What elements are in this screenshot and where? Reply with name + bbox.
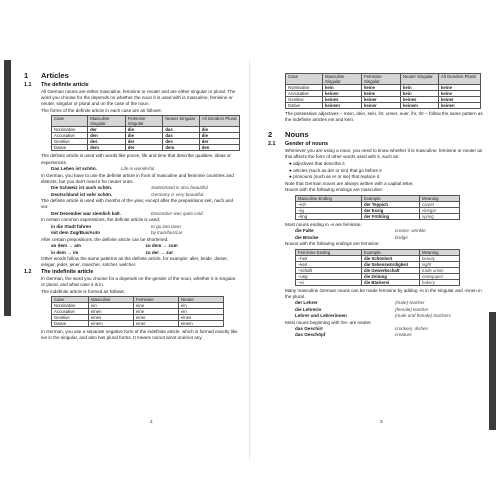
- table-cell: eine: [134, 309, 179, 315]
- table-cell: der: [125, 139, 163, 145]
- table-cell: einer: [134, 315, 179, 321]
- example-german: Deutschland ist sehr schön.: [51, 191, 113, 197]
- masculine-endings-table: [295, 195, 460, 220]
- page-number: 3: [380, 419, 383, 424]
- section-body: [268, 148, 484, 338]
- table-cell: keiner: [362, 96, 401, 102]
- table-cell: Accusative: [52, 309, 89, 315]
- table-cell: die: [125, 127, 163, 133]
- bullet-item: ● pronouns (such as er or sie) that replace it.: [289, 174, 381, 180]
- table-cell: Nominative: [286, 84, 323, 90]
- table-cell: des: [88, 139, 126, 145]
- table-header: Neuter Singular: [163, 116, 199, 127]
- table-cell: der Essig: [362, 207, 420, 213]
- indefinite-article-table: [51, 296, 224, 327]
- table-header: Feminine Singular: [362, 73, 401, 84]
- table-cell: –heit: [296, 255, 362, 261]
- table-cell: Accusative: [52, 133, 88, 139]
- example-german: das Geschöpf: [295, 332, 326, 338]
- table-cell: dem: [88, 145, 126, 151]
- table-cell: keine: [362, 90, 401, 96]
- example-german: der Lehrer: [295, 300, 318, 306]
- table-header: Example: [362, 249, 420, 255]
- page-number: 2: [150, 419, 153, 424]
- table-cell: ein: [89, 303, 134, 309]
- paragraph: In German, you use a separate negative form of the indefinite article, which is formed exactly like ein in the singular, and also has plural forms. It means no/not a/not one/not any.: [41, 329, 238, 341]
- table-cell: –ei: [296, 279, 362, 285]
- example-german: Der Dezember war ziemlich kalt.: [51, 210, 121, 216]
- bullet-text: adjectives that describe it: [293, 160, 345, 166]
- section-title: Gender of nouns: [285, 141, 329, 148]
- example-german: mit dem Zug/Bus/Auto: [51, 230, 100, 236]
- section-number: 1.1: [24, 82, 32, 88]
- example-german: Lehrer und Lehrerinnen: [295, 312, 347, 318]
- contraction: zu der → zur: [145, 249, 174, 255]
- table-header-row: [286, 73, 481, 84]
- table-cell: die Zeitung: [362, 273, 420, 279]
- example-german: das Geschirr: [295, 326, 324, 332]
- table-cell: eines: [89, 315, 134, 321]
- paragraph: The definite article is used with months of the year, except after the prepositions seit, nach and vor.: [41, 198, 234, 210]
- table-cell: der: [199, 139, 239, 145]
- example-german: die Falte: [295, 228, 314, 234]
- example: [295, 332, 484, 338]
- example-english: by train/bus/car: [151, 230, 183, 236]
- table-cell: keinem: [323, 102, 362, 108]
- table-cell: trade union: [420, 267, 460, 273]
- table-header: Masculine Ending: [296, 195, 362, 201]
- example: [295, 300, 484, 306]
- table-cell: Dative: [52, 321, 89, 327]
- paragraph: The forms of the definite article in each case are as follows:: [41, 107, 162, 113]
- paragraph: Nouns with the following endings are feminine:: [285, 241, 380, 247]
- example: [295, 235, 484, 241]
- example-english: Life is wonderful.: [121, 166, 156, 172]
- bullet-item: ● adjectives that describe it: [289, 160, 345, 166]
- table-cell: keine: [439, 84, 481, 90]
- table-cell: Accusative: [286, 90, 323, 96]
- contraction-row: [51, 250, 240, 256]
- feminine-endings-table: [295, 249, 460, 286]
- table-header: Example: [362, 195, 420, 201]
- table-cell: keinen: [323, 90, 362, 96]
- example-english: to go into town: [151, 223, 181, 229]
- contraction: an dem → am: [51, 243, 81, 249]
- table-header: Meaning: [420, 249, 460, 255]
- table-cell: die Sehenswürdigkeit: [362, 261, 420, 267]
- table-cell: carpet: [420, 201, 460, 207]
- example-german: Das Leben ist schön.: [51, 166, 97, 172]
- table-cell: den: [88, 133, 126, 139]
- paragraph: In certain common expressions, the definite article is used;: [41, 217, 161, 223]
- table-cell: –ling: [296, 213, 362, 219]
- contraction-row: [51, 243, 240, 249]
- example: [51, 185, 240, 191]
- table-cell: den: [199, 145, 239, 151]
- table-row: [296, 213, 460, 219]
- table-cell: einen: [89, 309, 134, 315]
- chapter-title: Articles: [41, 71, 69, 80]
- paragraph: Most nouns beginning with Ge- are neuter.: [285, 319, 372, 325]
- table-cell: Dative: [52, 145, 88, 151]
- table-header: Feminine Singular: [125, 116, 163, 127]
- table-header: Case: [52, 116, 88, 127]
- table-cell: der Frühling: [362, 213, 420, 219]
- section-title: The indefinite article: [41, 268, 94, 275]
- table-cell: spring: [420, 213, 460, 219]
- table-cell: einem: [179, 321, 224, 327]
- table-cell: newspaper: [420, 273, 460, 279]
- table-header-row: [52, 116, 240, 127]
- table-cell: Dative: [286, 102, 323, 108]
- paragraph: The possessive adjectives – mein, dein, sein, ihr, unser, euer, ihr, Ihr – follow the same pattern as the indefinite articles ein and kein.: [285, 110, 483, 122]
- table-cell: keine: [439, 90, 481, 96]
- table-header: Neuter: [179, 297, 224, 303]
- chapter-heading: [24, 71, 240, 80]
- example: [295, 307, 484, 313]
- table-cell: der Teppich: [362, 201, 420, 207]
- table-cell: keines: [323, 96, 362, 102]
- section-heading: [24, 82, 240, 89]
- table-cell: die: [199, 127, 239, 133]
- example-english: Switzerland is also beautiful.: [151, 185, 209, 191]
- table-header: All Genders Plural: [439, 73, 481, 84]
- example-german: in die Stadt fahren: [51, 223, 92, 229]
- paragraph: Nouns with the following endings are masculine:: [285, 187, 384, 193]
- example-english: creature: [395, 332, 412, 338]
- section-number: 2.1: [268, 141, 276, 148]
- example: [295, 313, 484, 319]
- table-cell: –ich: [296, 201, 362, 207]
- example-english: Germany is very beautiful.: [151, 191, 205, 197]
- paragraph: Note that German nouns are always written with a capital letter.: [285, 180, 414, 186]
- example-english: (male) teacher: [395, 300, 425, 306]
- table-cell: –ung: [296, 273, 362, 279]
- example: [51, 166, 240, 172]
- table-cell: keines: [401, 96, 439, 102]
- table-row: [52, 321, 224, 327]
- table-cell: dem: [163, 145, 199, 151]
- table-cell: ein: [179, 303, 224, 309]
- table-cell: kein: [323, 84, 362, 90]
- table-cell: kein: [401, 84, 439, 90]
- table-cell: vinegar: [420, 207, 460, 213]
- table-cell: kein: [401, 90, 439, 96]
- table-cell: einer: [134, 321, 179, 327]
- table-cell: Nominative: [52, 303, 89, 309]
- table-cell: keiner: [362, 102, 401, 108]
- definite-article-table: [51, 115, 240, 151]
- example-english: crease, wrinkle: [395, 228, 426, 234]
- section-body: [24, 89, 240, 268]
- paragraph: Many masculine German nouns can be made feminine by adding -in in the singular and -innen in the plural.: [285, 287, 482, 299]
- table-cell: –keit: [296, 261, 362, 267]
- chapter-number: 1: [24, 71, 29, 80]
- section-title: The definite article: [41, 82, 89, 88]
- chapter-thumb-tab-right: [489, 312, 496, 430]
- example-english: crockery, dishes: [395, 326, 428, 332]
- example-english: December was quite cold.: [151, 210, 204, 216]
- table-cell: bakery: [420, 279, 460, 285]
- table-header: All Genders Plural: [199, 116, 239, 127]
- right-page: [268, 71, 484, 339]
- paragraph: Other words follow the same patterns as the definite article, for example: aller, beide, dieser, einiger, jeder, jener, mancher, solcher, welcher.: [41, 256, 228, 268]
- paragraph: The definite article is used with words like prices, life and time that describe qualities, ideas or experiences.: [41, 153, 231, 165]
- bullet-text: articles (such as der or ein) that go before it: [293, 167, 382, 173]
- paragraph: In German, the word you choose for a depends on the gender of the noun, whether it is singular or plural, and what case it is in.: [41, 276, 236, 288]
- bullet-item: ● articles (such as der or ein) that go before it: [289, 167, 382, 173]
- left-page: [24, 71, 240, 342]
- table-cell: eines: [179, 315, 224, 321]
- table-cell: Nominative: [52, 127, 88, 133]
- table-header: Meaning: [420, 195, 460, 201]
- example-english: bridge: [395, 234, 408, 240]
- example: [51, 224, 240, 230]
- section-body: [268, 111, 484, 123]
- table-header: Case: [286, 73, 323, 84]
- table-cell: keinem: [401, 102, 439, 108]
- paragraph: Whenever you are using a noun, you need to know whether it is masculine, feminine or neuter as this affects the form of other words used with it, such as:: [285, 148, 483, 160]
- table-header: Feminine Ending: [296, 249, 362, 255]
- table-cell: die Schönheit: [362, 255, 420, 261]
- section-body: [24, 276, 240, 341]
- table-cell: das: [163, 133, 199, 139]
- example: [295, 326, 484, 332]
- table-cell: die: [199, 133, 239, 139]
- example: [51, 211, 240, 217]
- paragraph: Most nouns ending in -e are feminine.: [285, 221, 362, 227]
- bullet-text: pronouns (such as er or sie) that replace it.: [293, 174, 381, 180]
- paragraph: All German nouns are either masculine, feminine or neuter and are either singular or plural. The word you choose for the depends on whether the noun it is used with is masculine, feminine or neuter, singular or plural and on the case of the noun.: [41, 89, 236, 107]
- table-cell: –schaft: [296, 267, 362, 273]
- table-cell: beauty: [420, 255, 460, 261]
- table-header-row: [296, 195, 460, 201]
- table-header: Neuter Singular: [401, 73, 439, 84]
- example-english: (male and female) teachers: [395, 312, 451, 318]
- table-cell: die Gewerkschaft: [362, 267, 420, 273]
- chapter-number: 2: [268, 130, 273, 140]
- table-cell: die Bäckerei: [362, 279, 420, 285]
- table-header: Case: [52, 297, 89, 303]
- example-german: die Brücke: [295, 234, 319, 240]
- example-english: (female) teacher: [395, 306, 429, 312]
- table-cell: der: [125, 145, 163, 151]
- table-cell: eine: [134, 303, 179, 309]
- table-cell: Genitive: [286, 96, 323, 102]
- table-cell: –ig: [296, 207, 362, 213]
- table-row: [296, 279, 460, 285]
- table-cell: keine: [362, 84, 401, 90]
- paragraph: The indefinite article is formed as follows:: [41, 288, 125, 294]
- paragraph: In German, you have to use the definite article in front of masculine and feminine countries and districts, but you don't need it for neuter ones.: [41, 172, 234, 184]
- example-german: Die Schweiz ist auch schön.: [51, 185, 113, 191]
- table-row: [52, 145, 240, 151]
- chapter-heading: [268, 130, 484, 139]
- example: [51, 230, 240, 236]
- table-cell: Genitive: [52, 315, 89, 321]
- example: [295, 228, 484, 234]
- contraction: zu dem → zum: [145, 243, 178, 249]
- chapter-thumb-tab-left: [4, 60, 11, 316]
- table-cell: keinen: [439, 102, 481, 108]
- table-header-row: [296, 249, 460, 255]
- table-cell: ein: [179, 309, 224, 315]
- example: [51, 192, 240, 198]
- table-cell: keiner: [439, 96, 481, 102]
- kein-table: [285, 73, 481, 109]
- table-cell: die: [125, 133, 163, 139]
- table-cell: das: [163, 127, 199, 133]
- section-number: 1.2: [24, 268, 32, 275]
- table-cell: Genitive: [52, 139, 88, 145]
- table-cell: einem: [89, 321, 134, 327]
- table-header: Masculine: [89, 297, 134, 303]
- table-cell: des: [163, 139, 199, 145]
- contraction: in dem → im: [51, 249, 79, 255]
- table-header: Feminine: [134, 297, 179, 303]
- table-cell: der: [88, 127, 126, 133]
- table-row: [286, 102, 481, 108]
- table-header: Masculine Singular: [323, 73, 362, 84]
- table-header: Masculine Singular: [88, 116, 126, 127]
- section-heading: [268, 141, 484, 148]
- section-heading: [24, 269, 240, 276]
- book-gutter: [249, 60, 251, 460]
- paragraph: After certain prepositions, the definite article can be shortened.: [41, 236, 169, 242]
- example-german: die Lehrerin: [295, 306, 322, 312]
- chapter-title: Nouns: [285, 130, 309, 140]
- table-cell: sight: [420, 261, 460, 267]
